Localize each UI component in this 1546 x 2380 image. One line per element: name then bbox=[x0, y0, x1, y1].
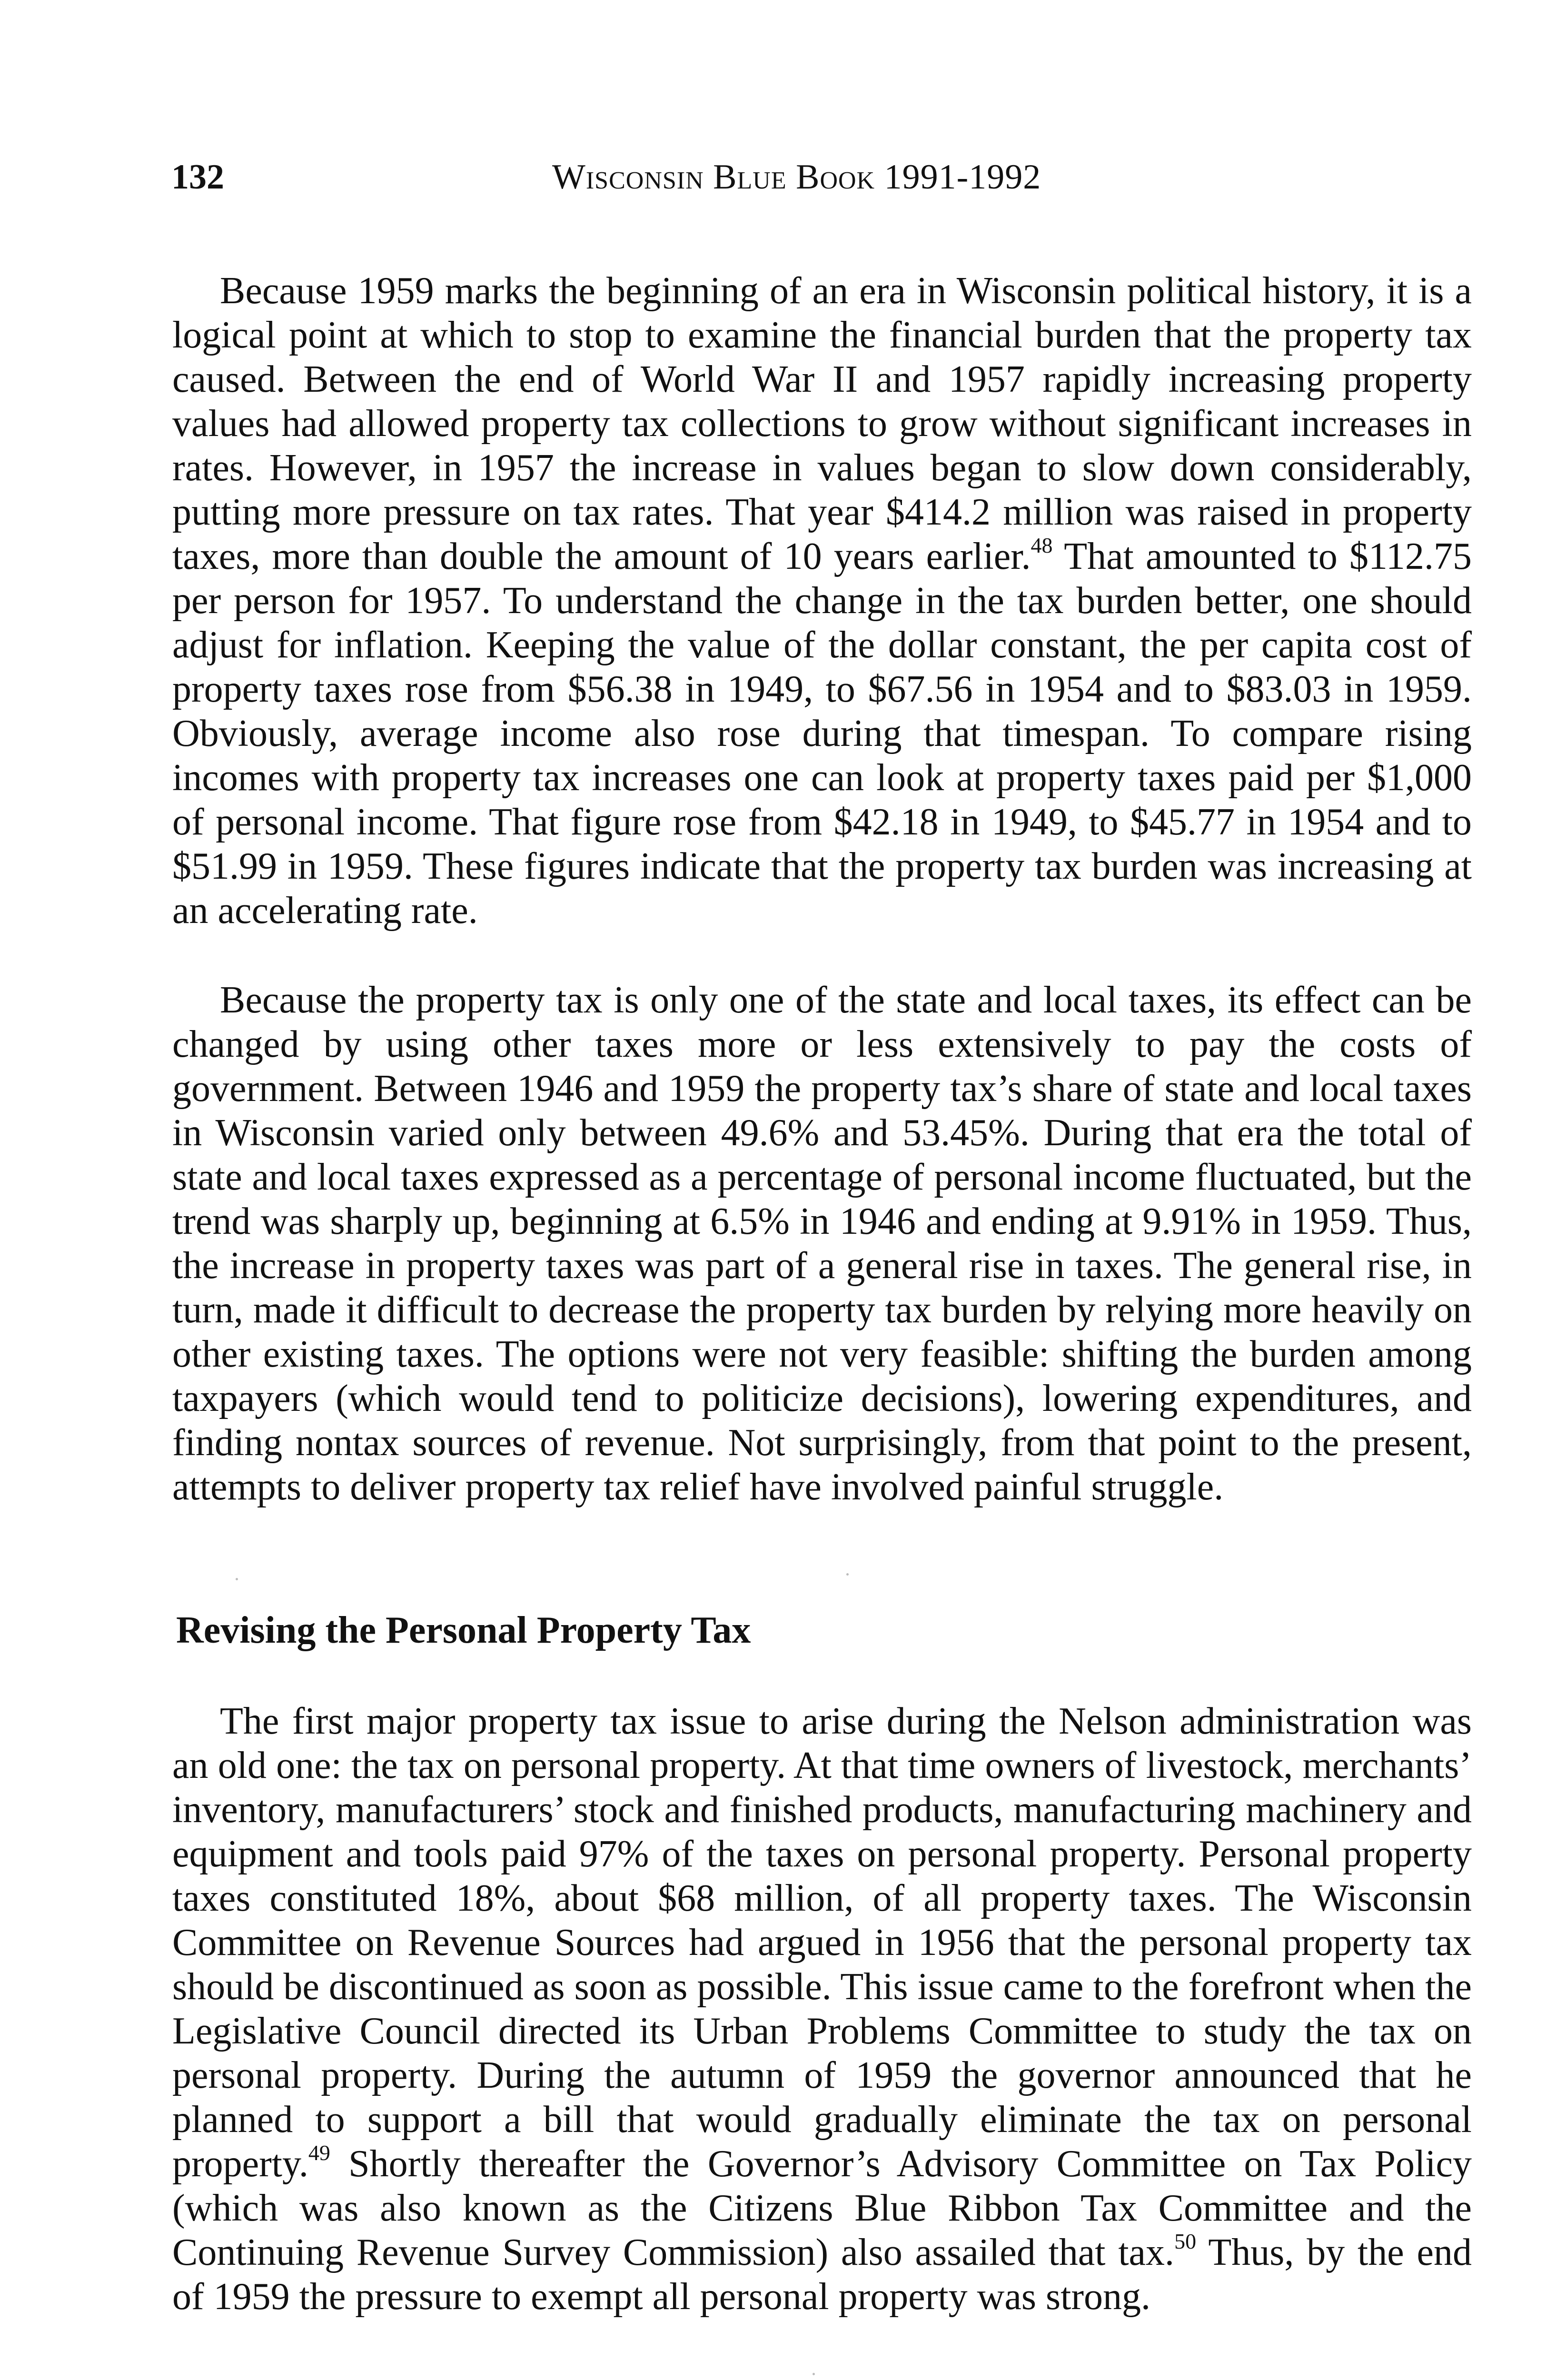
paragraph-text bbox=[172, 1699, 1472, 2319]
paragraph-text-part: Because 1959 marks the beginning of an era in Wisconsin political history, it is a logical point at which to stop to examine the financial burden that the property tax caused. Between the end of World War II and 1957 rapidly increasing property values had allowed property tax collections to grow without significant increases in rates. However, in 1957 the increase in values began to slow down considerably, putting more pressure on tax rates. That year $414.2 million was raised in property taxes, more than double the amount of 10 years earlier. bbox=[172, 270, 1472, 577]
running-head bbox=[171, 157, 1485, 209]
paragraph-personal-property-tax bbox=[172, 1699, 1472, 2319]
paragraph-text-part: Thus, by the end of 1959 the pressure to exempt all personal property was strong. bbox=[172, 2231, 1472, 2318]
footnote-marker: 50 bbox=[1174, 2229, 1197, 2253]
paragraph-text-part: Shortly thereafter the Governor’s Advisory Committee on Tax Policy (which was also known as the Citizens Blue Ribbon Tax Committee and the Continuing Revenue Survey Commission) also assailed that tax. bbox=[172, 2143, 1472, 2273]
paragraph-text bbox=[172, 269, 1472, 933]
paragraph-text-part: The first major property tax issue to arise during the Nelson administration was an old one: the tax on personal property. At that time owners of livestock, merchants’ inventory, manufacturers’ stock and finished products, manufacturing machinery and equipment and tools paid 97% of the taxes on personal property. Personal property taxes constituted 18%, about $68 million, of all property taxes. The Wisconsin Committee on Revenue Sources had argued in 1956 that the personal property tax should be discontinued as soon as possible. This issue came to the forefront when the Legislative Council directed its Urban Problems Committee to study the tax on personal property. During the autumn of 1959 the governor announced that he planned to support a bill that would gradually eliminate the tax on personal property. bbox=[172, 1700, 1472, 2185]
scan-speck bbox=[236, 1578, 238, 1580]
scan-speck bbox=[813, 2373, 815, 2375]
paragraph-state-local-taxes bbox=[172, 978, 1472, 1509]
paragraph-text-part: That amounted to $112.75 per person for 1957. To understand the change in the tax burden better, one should adjust for inflation. Keeping the value of the dollar constant, the per capita cost of property taxes rose from $56.38 in 1949, to $67.56 in 1954 and to $83.03 in 1959. Obviously, average income also rose during that timespan. To compare rising incomes with property tax increases one can look at property taxes paid per $1,000 of personal income. That figure rose from $42.18 in 1949, to $45.77 in 1954 and to $51.99 in 1959. These figures indicate that the property tax burden was increasing at an accelerating rate. bbox=[172, 536, 1472, 932]
section-heading: Revising the Personal Property Tax bbox=[176, 1609, 751, 1651]
running-title: Wisconsin Blue Book 1991-1992 bbox=[552, 158, 1041, 197]
page-number: 132 bbox=[171, 158, 224, 197]
scan-speck bbox=[846, 1573, 849, 1576]
paragraph-text: Because the property tax is only one of the state and local taxes, its effect can be changed by using other taxes more or less extensively to pay the costs of government. Between 1946 and 1959 the property tax’s share of state and local taxes in Wisconsin varied only between 49.6% and 53.45%. During that era the total of state and local taxes expressed as a percentage of personal income fluctuated, but the trend was sharply up, beginning at 6.5% in 1946 and ending at 9.91% in 1959. Thus, the increase in property taxes was part of a general rise in taxes. The general rise, in turn, made it difficult to decrease the property tax burden by relying more heavily on other existing taxes. The options were not very feasible: shifting the burden among taxpayers (which would tend to politicize decisions), lowering expenditures, and finding nontax sources of revenue. Not surprisingly, from that point to the present, attempts to deliver property tax relief have involved painful struggle. bbox=[172, 979, 1472, 1508]
footnote-marker: 49 bbox=[308, 2141, 330, 2165]
footnote-marker: 48 bbox=[1031, 533, 1053, 557]
paragraph-property-tax-burden bbox=[172, 269, 1472, 933]
